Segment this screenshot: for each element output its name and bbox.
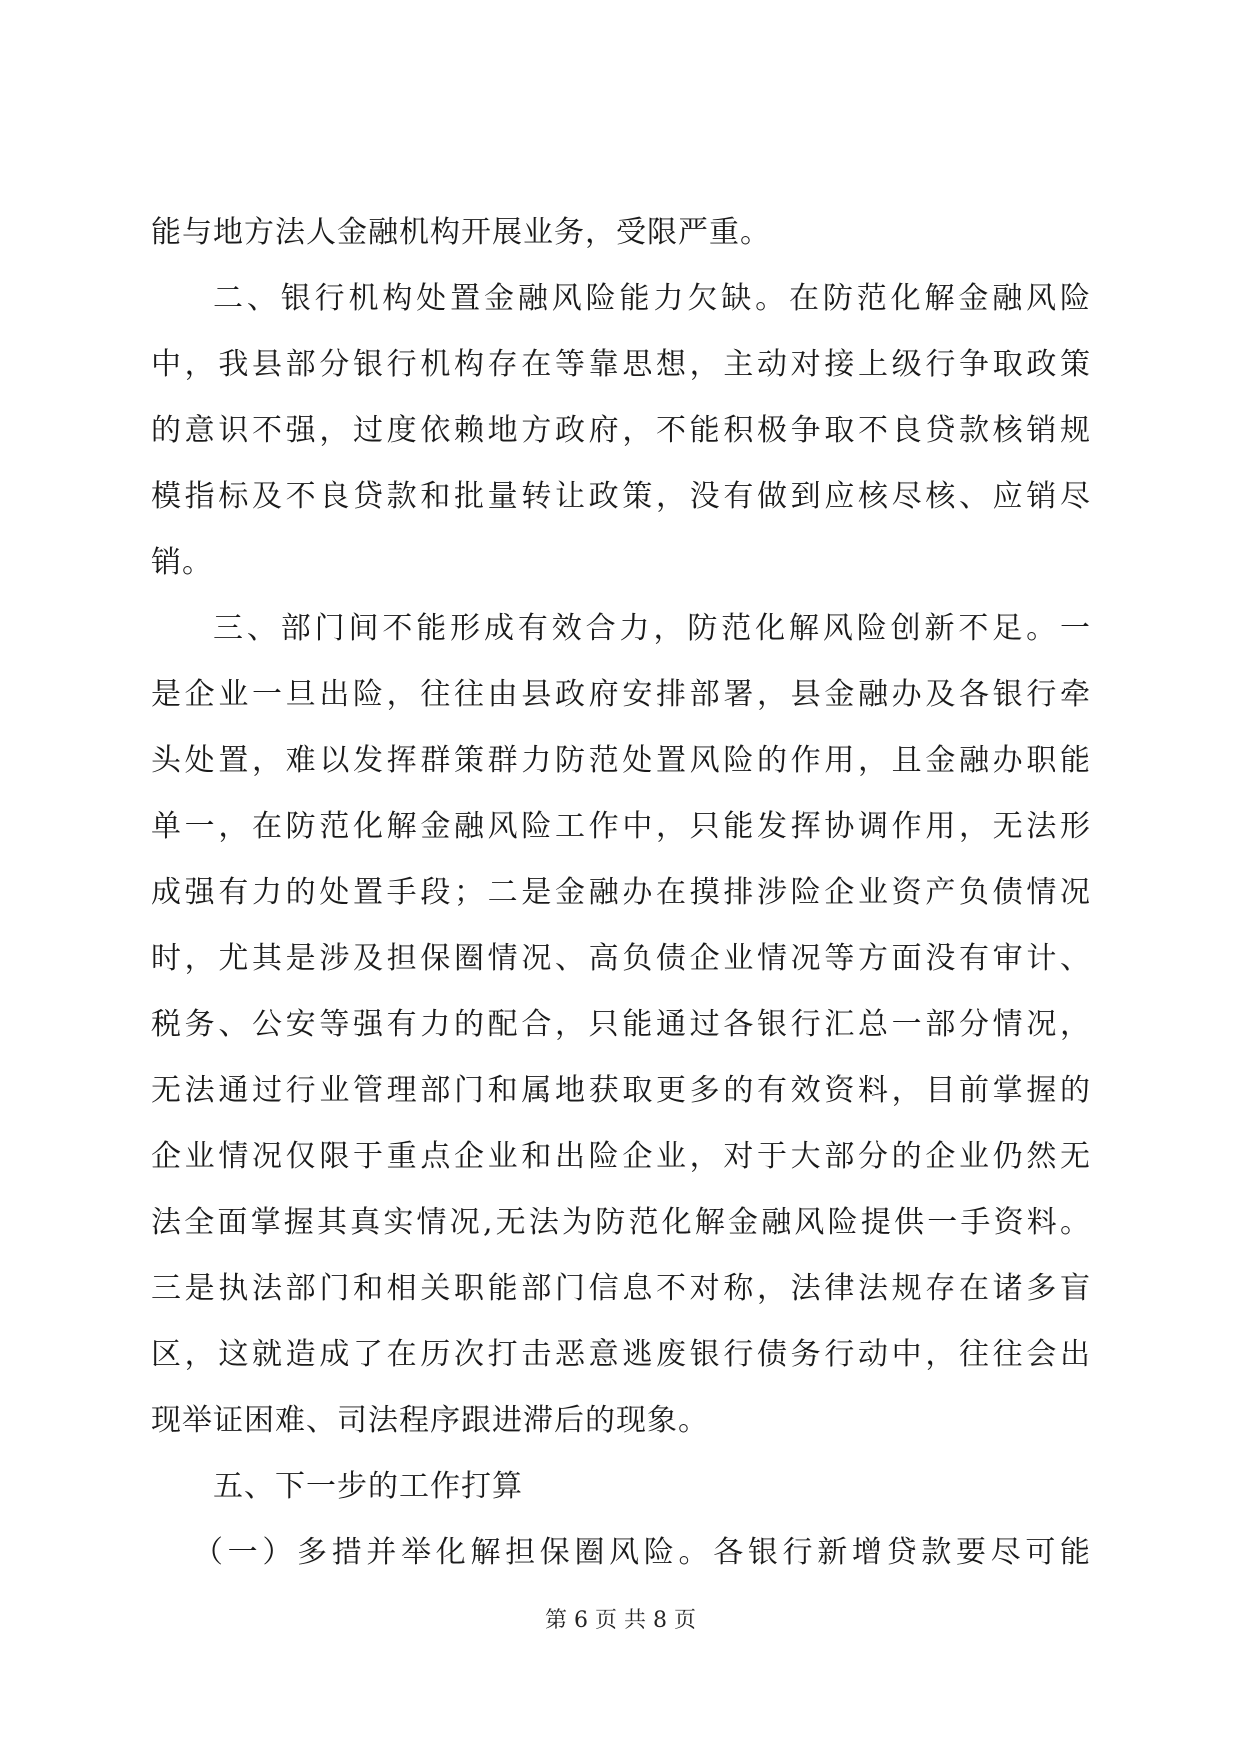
text-line: 时，尤其是涉及担保圈情况、高负债企业情况等方面没有审计、 — [151, 941, 1091, 976]
text-line: 成强有力的处置手段；二是金融办在摸排涉险企业资产负债情况 — [151, 875, 1091, 910]
text-line: 头处置，难以发挥群策群力防范处置风险的作用，且金融办职能 — [151, 743, 1091, 778]
text-line: 的意识不强，过度依赖地方政府，不能积极争取不良贷款核销规 — [151, 413, 1091, 448]
text-line: 无法通过行业管理部门和属地获取更多的有效资料，目前掌握的 — [151, 1073, 1091, 1108]
text-line: 模指标及不良贷款和批量转让政策，没有做到应核尽核、应销尽 — [151, 479, 1091, 514]
text-line: 三、部门间不能形成有效合力，防范化解风险创新不足。一 — [213, 611, 1091, 646]
text-line: 区，这就造成了在历次打击恶意逃废银行债务行动中，往往会出 — [151, 1337, 1091, 1372]
text-line: （一）多措并举化解担保圈风险。各银行新增贷款要尽可能 — [193, 1535, 1091, 1570]
text-line: 五、下一步的工作打算 — [213, 1469, 523, 1504]
text-line: 企业情况仅限于重点企业和出险企业，对于大部分的企业仍然无 — [151, 1139, 1091, 1174]
text-line: 单一，在防范化解金融风险工作中，只能发挥协调作用，无法形 — [151, 809, 1091, 844]
text-line: 税务、公安等强有力的配合，只能通过各银行汇总一部分情况， — [151, 1007, 1091, 1042]
text-line: 法全面掌握其真实情况,无法为防范化解金融风险提供一手资料。 — [151, 1205, 1091, 1240]
text-line: 能与地方法人金融机构开展业务，受限严重。 — [151, 215, 771, 250]
text-line: 三是执法部门和相关职能部门信息不对称，法律法规存在诸多盲 — [151, 1271, 1091, 1306]
text-line: 中，我县部分银行机构存在等靠思想，主动对接上级行争取政策 — [151, 347, 1091, 382]
page-footer: 第 6 页 共 8 页 — [545, 1608, 696, 1633]
text-line: 销。 — [151, 545, 213, 580]
text-line: 是企业一旦出险，往往由县政府安排部署，县金融办及各银行牵 — [151, 677, 1091, 712]
text-line: 现举证困难、司法程序跟进滞后的现象。 — [151, 1403, 709, 1438]
body-text — [151, 200, 1091, 1586]
text-line: 二、银行机构处置金融风险能力欠缺。在防范化解金融风险 — [213, 281, 1091, 316]
